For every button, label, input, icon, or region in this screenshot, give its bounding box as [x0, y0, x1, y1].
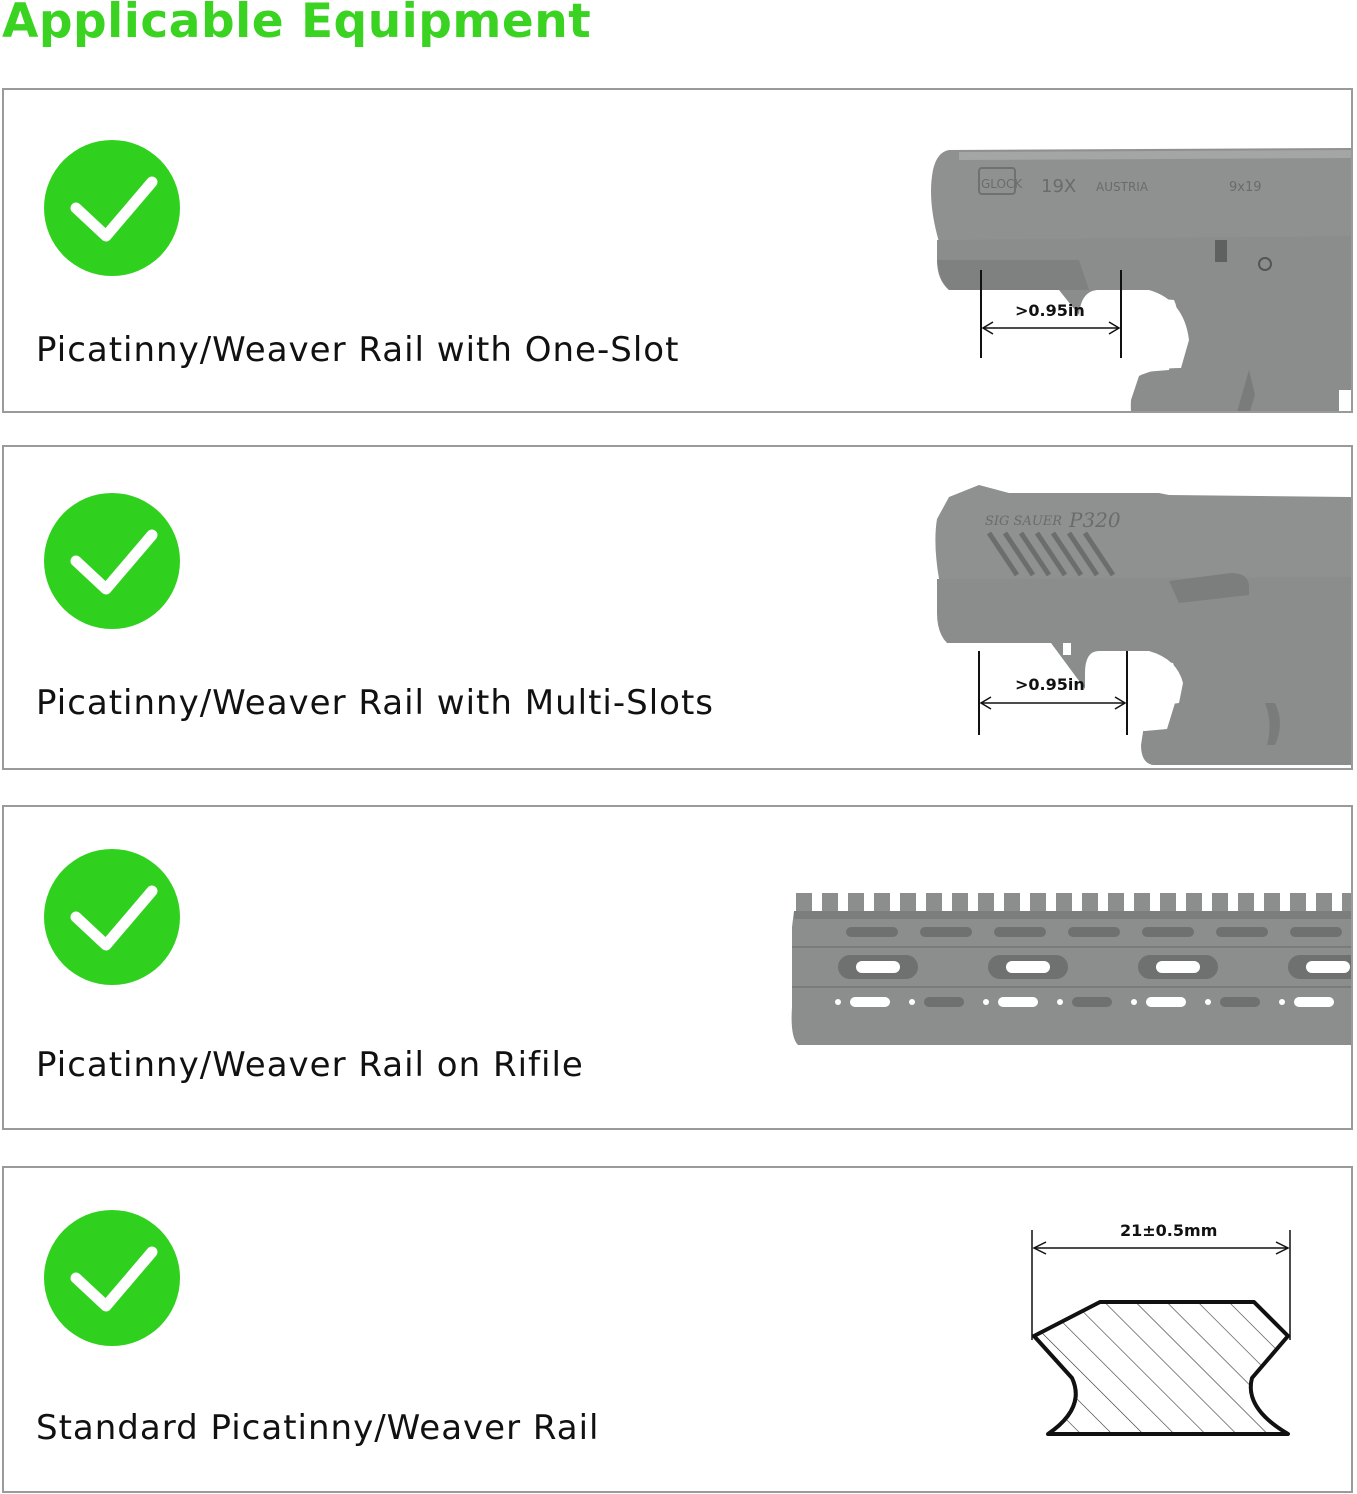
slide-mark: 9x19 [1229, 180, 1262, 195]
slide-mark: SIG SAUER [985, 514, 1063, 529]
equipment-card-rifle [2, 805, 1353, 1130]
check-circle-icon [44, 849, 180, 985]
equipment-card-standard-rail [2, 1166, 1353, 1493]
pistol-sig-image [919, 483, 1353, 770]
slide-mark: GLOCK [981, 177, 1023, 191]
dimension-label: >0.95in [1015, 675, 1085, 694]
page-title: Applicable Equipment [2, 0, 592, 49]
equipment-label: Picatinny/Weaver Rail with One-Slot [36, 330, 680, 370]
slide-mark: AUSTRIA [1096, 180, 1149, 194]
equipment-card-multi-slots [2, 445, 1353, 770]
equipment-card-one-slot [2, 88, 1353, 413]
pistol-glock-image [919, 140, 1353, 413]
dimension-label: >0.95in [1015, 301, 1085, 320]
slide-mark: P320 [1069, 508, 1121, 532]
slide-mark: 19X [1041, 176, 1077, 197]
equipment-label: Standard Picatinny/Weaver Rail [36, 1408, 600, 1448]
check-circle-icon [44, 1210, 180, 1346]
check-circle-icon [44, 493, 180, 629]
equipment-label: Picatinny/Weaver Rail with Multi-Slots [36, 683, 714, 723]
equipment-label: Picatinny/Weaver Rail on Rifile [36, 1045, 584, 1085]
rifle-handguard-image [788, 887, 1353, 1057]
check-circle-icon [44, 140, 180, 276]
rail-profile-diagram [1014, 1212, 1314, 1452]
dimension-label: 21±0.5mm [1120, 1221, 1218, 1240]
